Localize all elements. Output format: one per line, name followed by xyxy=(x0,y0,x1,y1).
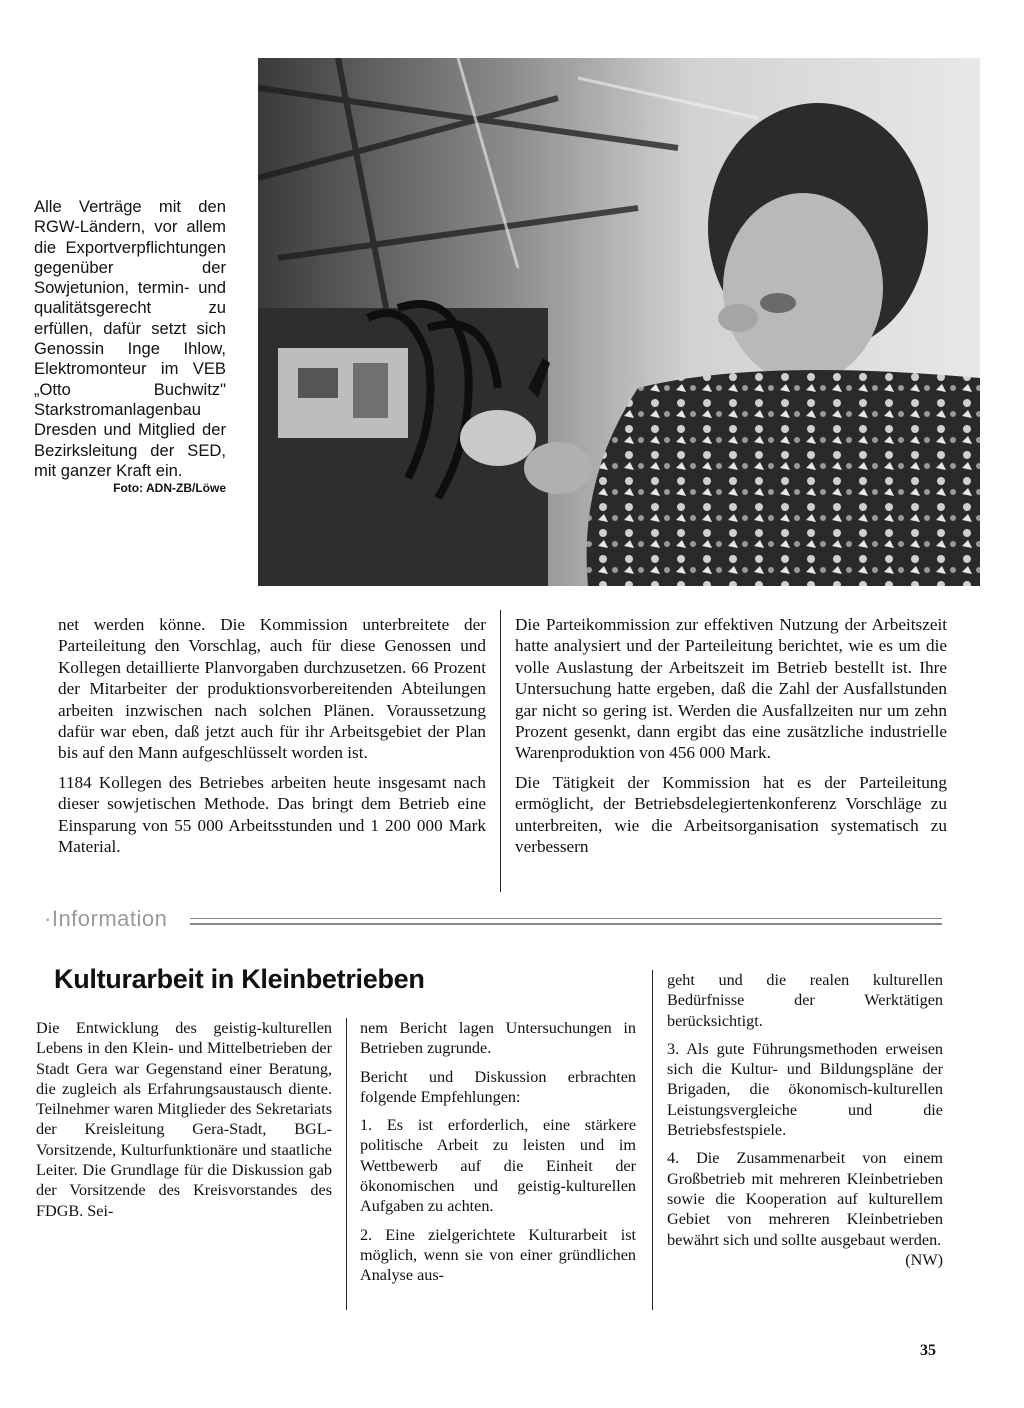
upper-left-column xyxy=(58,614,486,857)
worker-photo xyxy=(258,58,980,586)
column-divider xyxy=(346,1018,347,1310)
column-divider xyxy=(500,610,501,892)
paragraph: Die Tätigkeit der Kommission hat es der Parteileitung ermöglicht, der Betriebsdelegiertenkonferenz Vorschläge zu unterbreiten, wie die Arbeitsorganisation systematisch zu verbessern xyxy=(515,772,947,857)
paragraph: 3. Als gute Führungsmethoden erweisen sich die Kultur- und Bildungspläne der Brigaden, die ökonomisch-kulturellen Leistungsvergleiche und die Betriebsfestspiele. xyxy=(667,1039,943,1140)
photo-illustration xyxy=(258,58,980,586)
paragraph: 1. Es ist erforderlich, eine stärkere politische Arbeit zu leisten und im Wettbewerb auf die Einheit der ökonomischen und geistig-kulturellen Aufgaben zu achten. xyxy=(360,1116,636,1216)
paragraph: 2. Eine zielgerichtete Kulturarbeit ist möglich, wenn sie von einer gründlichen Analyse aus- xyxy=(360,1225,636,1285)
caption-text: Alle Verträge mit den RGW-Ländern, vor allem die Exportverpflichtungen gegenüber der Sowjetunion, termin- und qualitätsgerecht zu erfüllen, dafür setzt sich Genossin Inge Ihlow, Elektromonteur im VEB „Otto Buchwitz" Starkstromanlagenbau Dresden und Mitglied der Bezirksleitung der SED, mit ganzer Kraft ein. xyxy=(34,197,226,480)
photo-credit: Foto: ADN-ZB/Löwe xyxy=(113,481,226,496)
article-headline: Kulturarbeit in Kleinbetrieben xyxy=(54,964,425,994)
author-signature: (NW) xyxy=(905,1250,943,1269)
column-divider xyxy=(652,970,653,1310)
upper-right-column xyxy=(515,614,947,857)
paragraph: net werden könne. Die Kommission unterbreitete der Parteileitung den Vorschlag, auch für diese Genossen und Kollegen detaillierte Planvorgaben durchzusetzen. 66 Prozent der Mitarbeiter der produktionsvorbereitenden Abteilungen arbeiten inzwischen nach solchen Plänen. Voraussetzung dafür war eben, daß jetzt auch für ihr Arbeitsgebiet der Plan bis auf den Mann aufgeschlüsselt worden ist. xyxy=(58,615,486,763)
paragraph xyxy=(667,1148,943,1269)
page-number: 35 xyxy=(920,1342,936,1359)
article-column-3 xyxy=(667,970,943,1270)
paragraph: Die Parteikommission zur effektiven Nutzung der Arbeitszeit hatte analysiert und der Parteileitung berichtet, wie es um die volle Auslastung der Arbeitszeit im Betrieb bestellt ist. Ihre Untersuchung hatte ergeben, daß die Zahl der Ausfallstunden gar nicht so gering ist. Werden die Ausfallzeiten nur um zehn Prozent gesenkt, dann ergibt das eine zusätzliche industrielle Warenproduktion von 456 000 Mark. xyxy=(515,615,947,763)
article-column-1 xyxy=(36,1018,332,1221)
paragraph: Die Entwicklung des geistig-kulturellen Lebens in den Klein- und Mittelbetrieben der Stadt Gera war Gegenstand einer Beratung, die zugleich als Erfahrungsaustausch diente. Teilnehmer waren Mitglieder des Sekretariats der Kreisleitung Gera-Stadt, BGL-Vorsitzende, Kulturfunktionäre und staatliche Leiter. Die Grundlage für die Diskussion gab der Vorsitzende des Kreisvorstandes des FDGB. Sei- xyxy=(36,1019,332,1220)
paragraph-text: 4. Die Zusammenarbeit von einem Großbetrieb mit mehreren Kleinbetrieben sowie die Kooperation auf kulturellem Gebiet von mehreren Kleinbetrieben bewährt sich und sollte ausgebaut werden. xyxy=(667,1149,943,1249)
article-column-2 xyxy=(360,1018,636,1286)
paragraph: nem Bericht lagen Untersuchungen in Betrieben zugrunde. xyxy=(360,1019,636,1058)
section-label: ·Information xyxy=(44,906,168,931)
paragraph: 1184 Kollegen des Betriebes arbeiten heute insgesamt nach dieser sowjetischen Methode. Das bringt dem Betrieb eine Einsparung von 55 000 Arbeitsstunden und 1 200 000 Mark Material. xyxy=(58,772,486,857)
photo-caption xyxy=(34,197,226,496)
paragraph: geht und die realen kulturellen Bedürfnisse der Werktätigen berücksichtigt. xyxy=(667,971,943,1030)
section-rule xyxy=(190,918,942,925)
paragraph: Bericht und Diskussion erbrachten folgende Empfehlungen: xyxy=(360,1067,636,1106)
